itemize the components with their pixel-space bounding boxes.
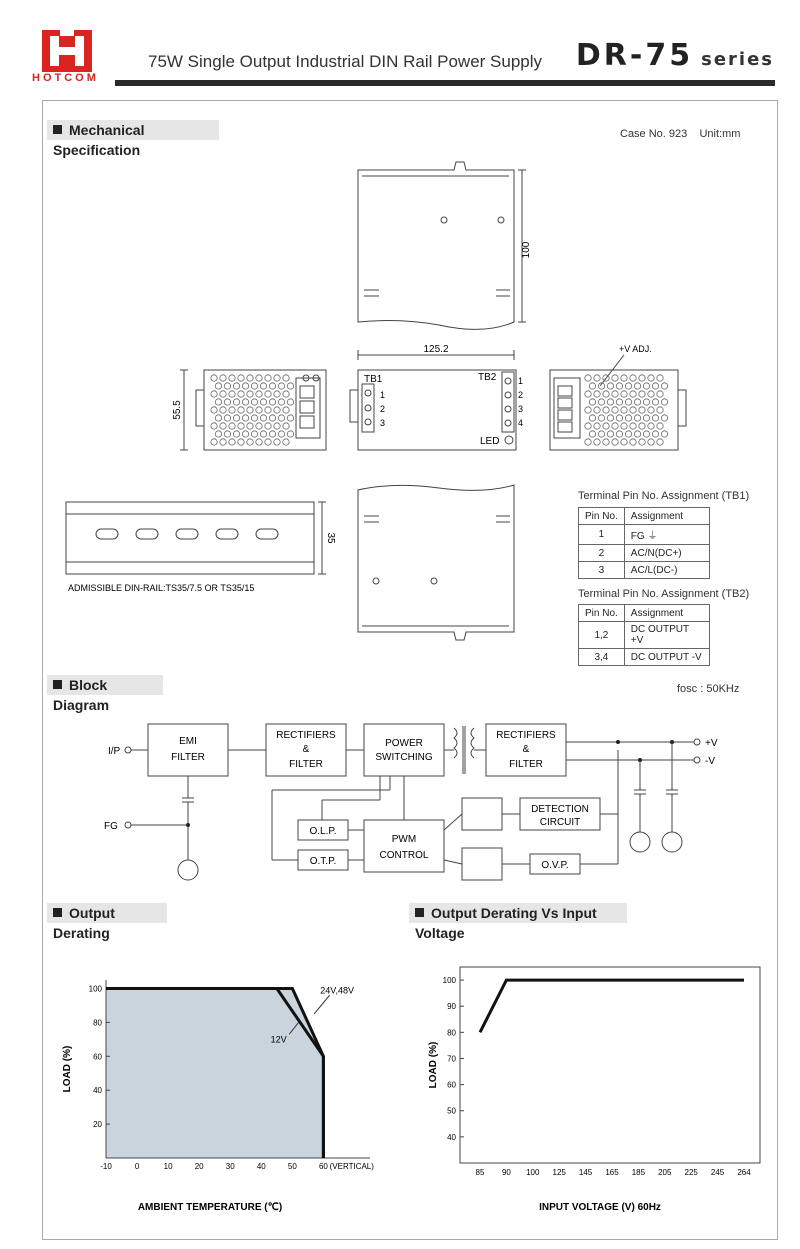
tb2-table	[578, 604, 710, 666]
tb2-pin-4: 4	[518, 418, 524, 428]
emi-label-2: FILTER	[171, 752, 205, 763]
x-tick-label: -10	[100, 1162, 112, 1171]
vent-hole	[215, 415, 221, 421]
x-tick-label: 90	[501, 1168, 511, 1177]
vent-hole	[251, 399, 257, 405]
mechanical-heading: Mechanical Specification	[47, 120, 219, 140]
pin-cell: 3,4	[579, 649, 625, 666]
vent-hole	[256, 375, 262, 381]
vent-hole	[238, 439, 244, 445]
dim-rail: 35	[325, 532, 336, 544]
vent-hole	[634, 415, 640, 421]
vent-hole	[625, 399, 631, 405]
vent-hole	[594, 391, 600, 397]
vent-hole	[224, 415, 230, 421]
derating-heading: Output Derating	[47, 903, 167, 923]
vent-hole	[652, 383, 658, 389]
vent-hole	[283, 439, 289, 445]
y-tick-label: 50	[447, 1106, 456, 1116]
y-tick-label: 90	[447, 1002, 456, 1012]
vent-hole	[278, 383, 284, 389]
vent-hole	[265, 407, 271, 413]
pin-cell: 1,2	[579, 622, 625, 649]
series-word: series	[701, 49, 774, 70]
vent-hole	[657, 439, 663, 445]
vent-hole	[603, 423, 609, 429]
y-tick-label: 100	[442, 976, 456, 986]
vent-hole	[603, 439, 609, 445]
vent-hole	[625, 415, 631, 421]
bullet-icon	[53, 125, 62, 134]
x-tick-label: 100	[526, 1168, 540, 1177]
x-tick-label: 225	[684, 1168, 698, 1177]
pin-cell: 1	[579, 525, 625, 545]
model-number: DR-75	[575, 38, 694, 73]
vent-hole	[594, 439, 600, 445]
x-tick-label: 85	[475, 1168, 485, 1177]
vent-hole	[215, 383, 221, 389]
vent-hole	[616, 383, 622, 389]
vent-hole	[220, 439, 226, 445]
label-12v: 12V	[270, 1034, 287, 1045]
vent-hole	[238, 423, 244, 429]
vent-hole	[211, 391, 217, 397]
x-tick-label: 10	[163, 1162, 173, 1171]
tb1-pin-2: 2	[380, 404, 386, 414]
vent-hole	[269, 399, 275, 405]
vent-hole	[265, 391, 271, 397]
bullet-icon	[415, 908, 424, 917]
vent-hole	[630, 423, 636, 429]
y-axis-label: LOAD (%)	[62, 1045, 73, 1093]
tb1-pin-1: 1	[380, 390, 386, 400]
vent-hole	[242, 383, 248, 389]
vent-hole	[220, 375, 226, 381]
vent-hole	[265, 423, 271, 429]
olp-label: O.L.P.	[309, 826, 337, 837]
vent-hole	[598, 415, 604, 421]
assign-cell: AC/L(DC-)	[624, 562, 709, 579]
vent-hole	[589, 431, 595, 437]
vent-hole	[661, 431, 667, 437]
vent-hole	[589, 383, 595, 389]
col-pin: Pin No.	[579, 605, 625, 622]
vent-hole	[612, 391, 618, 397]
vent-hole	[648, 407, 654, 413]
vent-hole	[229, 391, 235, 397]
table-header-row	[579, 508, 710, 525]
x-tick-label: 125	[552, 1168, 566, 1177]
label-24v48v: 24V,48V	[320, 985, 355, 996]
rect1-label: RECTIFIERS	[276, 730, 336, 741]
assign-cell: DC OUTPUT +V	[624, 622, 709, 649]
vent-hole	[657, 375, 663, 381]
vent-hole	[265, 375, 271, 381]
vent-hole	[612, 407, 618, 413]
vent-hole	[242, 431, 248, 437]
dim-height: 100	[521, 241, 532, 259]
x-tick-label: 30	[225, 1162, 235, 1171]
assign-cell: DC OUTPUT -V	[624, 649, 709, 666]
vent-hole	[621, 407, 627, 413]
vent-hole	[621, 375, 627, 381]
vent-hole	[287, 415, 293, 421]
vent-hole	[589, 415, 595, 421]
vent-hole	[621, 439, 627, 445]
assign-cell: AC/N(DC+)	[624, 545, 709, 562]
led-label: LED	[480, 436, 500, 447]
tb2-pin-3: 3	[518, 404, 524, 414]
y-tick-label: 40	[447, 1132, 456, 1142]
tb2-pin-1: 1	[518, 376, 524, 386]
vent-hole	[260, 415, 266, 421]
document-title: 75W Single Output Industrial DIN Rail Power Supply	[148, 52, 543, 71]
block-diagram	[44, 710, 776, 890]
bottom-view	[358, 485, 514, 640]
vent-hole	[634, 431, 640, 437]
vent-hole	[621, 423, 627, 429]
vent-hole	[274, 375, 280, 381]
input-derating-chart	[404, 955, 774, 1220]
vent-hole	[594, 407, 600, 413]
x-tick-label: 50	[287, 1162, 297, 1171]
vent-hole	[229, 375, 235, 381]
vent-hole	[612, 439, 618, 445]
x-tick-label: 245	[710, 1168, 725, 1177]
bullet-icon	[53, 680, 62, 689]
vent-hole	[224, 399, 230, 405]
vent-hole	[278, 415, 284, 421]
vent-hole	[283, 375, 289, 381]
y-tick-label: 80	[447, 1028, 456, 1038]
vent-hole	[247, 375, 253, 381]
vent-hole	[229, 439, 235, 445]
vent-hole	[251, 383, 257, 389]
rect1-label-2: &	[302, 744, 310, 755]
vent-hole	[643, 415, 649, 421]
vent-hole	[657, 423, 663, 429]
x-tick-label: 264	[737, 1168, 751, 1177]
vent-hole	[269, 415, 275, 421]
x-axis-label: INPUT VOLTAGE (V) 60Hz	[539, 1202, 661, 1213]
vent-hole	[256, 439, 262, 445]
plot-frame	[460, 967, 760, 1163]
vent-hole	[634, 399, 640, 405]
top-view	[358, 162, 526, 329]
vent-hole	[598, 399, 604, 405]
derating-area	[106, 988, 323, 1158]
ip-label: I/P	[108, 746, 121, 757]
x-tick-label: 145	[578, 1168, 593, 1177]
vent-hole	[648, 423, 654, 429]
table-row	[579, 649, 710, 666]
opto1-box	[462, 798, 502, 830]
vent-hole	[603, 391, 609, 397]
x-tick-label: 60	[318, 1162, 328, 1171]
pwm-label-2: CONTROL	[379, 850, 429, 861]
vent-hole	[634, 383, 640, 389]
emi-box	[148, 724, 228, 776]
right-side-view	[550, 355, 686, 450]
vent-hole	[639, 423, 645, 429]
vent-hole	[639, 375, 645, 381]
rect2-label-2: &	[522, 744, 530, 755]
vent-hole	[278, 399, 284, 405]
pwm-box	[364, 820, 444, 872]
y-tick-label: 20	[93, 1120, 102, 1130]
vent-hole	[643, 431, 649, 437]
tb1-pin-3: 3	[380, 418, 386, 428]
vent-hole	[625, 431, 631, 437]
dim-depth: 55.5	[172, 400, 183, 420]
vent-hole	[661, 383, 667, 389]
table-row	[579, 525, 710, 545]
detect-label: DETECTION	[531, 804, 589, 815]
vent-hole	[594, 375, 600, 381]
table-header-row	[579, 605, 710, 622]
vent-hole	[274, 391, 280, 397]
vent-hole	[256, 391, 262, 397]
vent-hole	[283, 407, 289, 413]
y-tick-label: 40	[93, 1086, 102, 1096]
vent-hole	[594, 423, 600, 429]
ovp-label: O.V.P.	[541, 860, 569, 871]
vent-hole	[247, 439, 253, 445]
vent-hole	[260, 383, 266, 389]
header-rule	[115, 80, 775, 86]
power-label-2: SWITCHING	[375, 752, 433, 763]
bullet-icon	[53, 908, 62, 917]
vent-hole	[648, 439, 654, 445]
tb1-table-title: Terminal Pin No. Assignment (TB1)	[578, 490, 750, 502]
vent-hole	[274, 407, 280, 413]
vent-hole	[211, 375, 217, 381]
vent-holes-right	[585, 375, 668, 445]
model-series	[576, 38, 774, 73]
input-derating-heading: Output Derating Vs Input Voltage	[409, 903, 627, 923]
tb1-table	[578, 507, 710, 579]
vent-hole	[215, 399, 221, 405]
leader-a	[314, 995, 330, 1014]
vent-hole	[269, 383, 275, 389]
rect2-label: RECTIFIERS	[496, 730, 556, 741]
vent-hole	[652, 431, 658, 437]
vent-hole	[616, 399, 622, 405]
vent-hole	[648, 391, 654, 397]
vent-hole	[283, 423, 289, 429]
vent-hole	[585, 439, 591, 445]
vent-hole	[585, 423, 591, 429]
vent-hole	[616, 415, 622, 421]
col-assign: Assignment	[624, 508, 709, 525]
vent-hole	[238, 375, 244, 381]
vent-hole	[621, 391, 627, 397]
vent-hole	[233, 383, 239, 389]
col-pin: Pin No.	[579, 508, 625, 525]
vent-hole	[233, 415, 239, 421]
y-tick-label: 80	[93, 1018, 102, 1028]
vent-holes-left	[211, 375, 294, 445]
vent-hole	[603, 407, 609, 413]
vminus-label: -V	[705, 756, 715, 767]
vent-hole	[229, 423, 235, 429]
vplus-label: +V	[705, 738, 718, 749]
y-tick-label: 100	[88, 984, 102, 994]
block-diagram-heading: Block Diagram	[47, 675, 163, 695]
y-tick-label: 60	[93, 1052, 102, 1062]
vent-hole	[238, 391, 244, 397]
series-line	[480, 980, 744, 1032]
vent-hole	[211, 439, 217, 445]
vent-hole	[278, 431, 284, 437]
x-tick-label: 165	[605, 1168, 619, 1177]
x-tick-label: 0	[134, 1162, 140, 1171]
logo-h-icon	[42, 30, 92, 72]
vent-hole	[229, 407, 235, 413]
tb2-table-title: Terminal Pin No. Assignment (TB2)	[578, 588, 750, 600]
rect2-label-3: FILTER	[509, 759, 543, 770]
vent-hole	[643, 399, 649, 405]
vent-hole	[630, 375, 636, 381]
vent-hole	[287, 383, 293, 389]
vent-hole	[625, 383, 631, 389]
vent-hole	[251, 431, 257, 437]
vertical-note: (VERTICAL)	[329, 1162, 374, 1171]
vent-hole	[224, 383, 230, 389]
tb2-label: TB2	[478, 372, 497, 383]
vent-hole	[661, 415, 667, 421]
table-row	[579, 545, 710, 562]
vent-hole	[247, 391, 253, 397]
pin-cell: 3	[579, 562, 625, 579]
vent-hole	[233, 399, 239, 405]
vent-hole	[265, 439, 271, 445]
vent-hole	[247, 407, 253, 413]
vent-hole	[287, 399, 293, 405]
vent-hole	[607, 383, 613, 389]
vent-hole	[260, 431, 266, 437]
y-tick-label: 70	[447, 1054, 456, 1064]
vent-hole	[247, 423, 253, 429]
vent-hole	[274, 423, 280, 429]
fg-label: FG	[104, 821, 118, 832]
vent-hole	[256, 423, 262, 429]
detect-label-2: CIRCUIT	[539, 817, 581, 828]
vent-hole	[657, 391, 663, 397]
derating-chart	[44, 960, 384, 1220]
vent-hole	[598, 431, 604, 437]
vent-hole	[657, 407, 663, 413]
col-assign: Assignment	[624, 605, 709, 622]
vent-hole	[238, 407, 244, 413]
vent-hole	[630, 391, 636, 397]
x-tick-label: 185	[631, 1168, 646, 1177]
vent-hole	[612, 423, 618, 429]
vent-hole	[648, 375, 654, 381]
vent-hole	[643, 383, 649, 389]
pwm-label: PWM	[391, 834, 417, 845]
vent-hole	[616, 431, 622, 437]
vent-hole	[251, 415, 257, 421]
vent-hole	[224, 431, 230, 437]
vent-hole	[233, 431, 239, 437]
otp-label: O.T.P.	[309, 856, 337, 867]
vent-hole	[607, 431, 613, 437]
vent-hole	[269, 431, 275, 437]
opto2-box	[462, 848, 502, 880]
x-tick-label: 40	[256, 1162, 266, 1171]
rect1-label-3: FILTER	[289, 759, 323, 770]
vent-hole	[589, 399, 595, 405]
vent-hole	[585, 391, 591, 397]
vent-hole	[585, 375, 591, 381]
y-axis-label: LOAD (%)	[428, 1041, 439, 1089]
vent-hole	[215, 431, 221, 437]
vent-hole	[242, 399, 248, 405]
vent-hole	[607, 399, 613, 405]
vent-hole	[242, 415, 248, 421]
fosc-note: fosc : 50KHz	[677, 683, 740, 695]
power-label: POWER	[385, 738, 423, 749]
vent-hole	[607, 415, 613, 421]
vent-hole	[639, 439, 645, 445]
brand-logo	[42, 30, 92, 72]
pin-cell: 2	[579, 545, 625, 562]
vent-hole	[260, 399, 266, 405]
vent-hole	[220, 391, 226, 397]
vent-hole	[630, 407, 636, 413]
power-box	[364, 724, 444, 776]
vent-hole	[211, 407, 217, 413]
vent-hole	[283, 391, 289, 397]
vent-hole	[256, 407, 262, 413]
vent-hole	[639, 407, 645, 413]
tb2-pin-2: 2	[518, 390, 524, 400]
vent-hole	[630, 439, 636, 445]
vent-hole	[612, 375, 618, 381]
x-axis-label: AMBIENT TEMPERATURE (℃)	[137, 1202, 283, 1213]
x-tick-label: 20	[194, 1162, 204, 1171]
assign-cell: FG ⏚	[624, 525, 709, 545]
vent-hole	[274, 439, 280, 445]
table-row	[579, 622, 710, 649]
vent-hole	[639, 391, 645, 397]
brand-name: HOTCOM	[32, 72, 99, 84]
rail-note: ADMISSIBLE DIN-RAIL:TS35/7.5 OR TS35/15	[68, 583, 255, 593]
vent-hole	[287, 431, 293, 437]
vent-hole	[652, 399, 658, 405]
dim-width: 125.2	[423, 344, 449, 355]
emi-label: EMI	[179, 736, 197, 747]
case-note: Case No. 923 Unit:mm	[620, 128, 741, 140]
vent-hole	[585, 407, 591, 413]
vadj-label: +V ADJ.	[619, 344, 652, 354]
tb1-label: TB1	[364, 374, 383, 385]
vent-hole	[220, 423, 226, 429]
vent-hole	[220, 407, 226, 413]
table-row	[579, 562, 710, 579]
vent-hole	[661, 399, 667, 405]
vent-hole	[211, 423, 217, 429]
x-tick-label: 205	[658, 1168, 672, 1177]
din-rail	[66, 502, 326, 574]
y-tick-label: 60	[447, 1080, 456, 1090]
vent-hole	[652, 415, 658, 421]
